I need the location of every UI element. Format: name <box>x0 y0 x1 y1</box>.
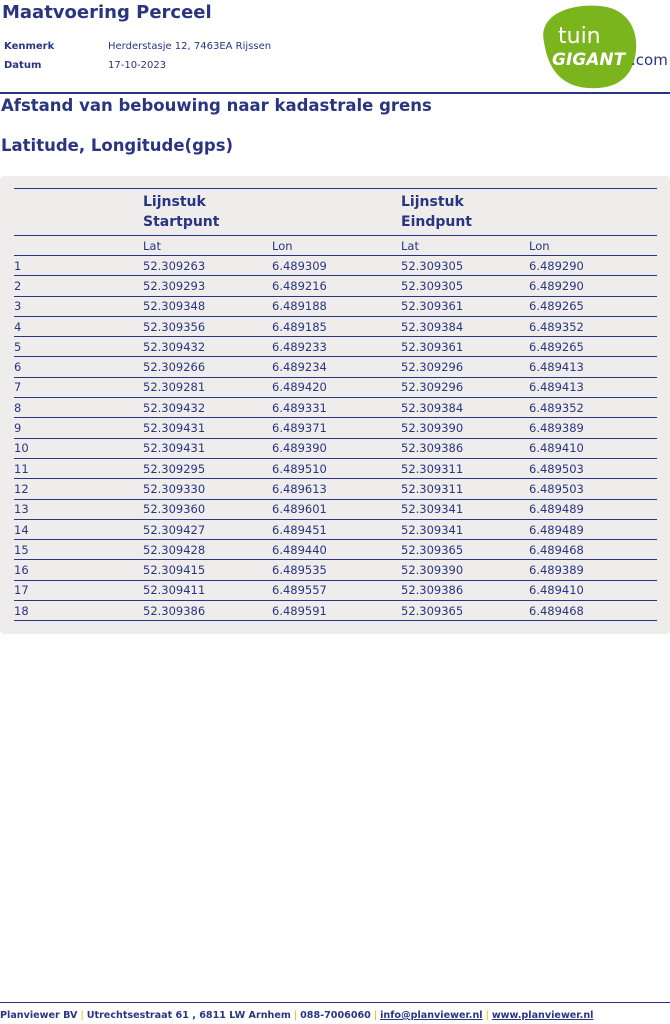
row-number: 13 <box>14 499 143 519</box>
document-title: Maatvoering Perceel <box>2 2 212 23</box>
table-row <box>14 296 657 316</box>
start-lat: 52.309266 <box>143 357 272 377</box>
end-lat: 52.309296 <box>401 357 529 377</box>
table-row <box>14 499 657 519</box>
meta-value: Herderstasje 12, 7463EA Rijssen <box>108 41 272 52</box>
footer-separator: | <box>485 1010 489 1021</box>
table-row <box>14 316 657 336</box>
header-line: Lijnstuk <box>401 194 464 210</box>
end-lon: 6.489265 <box>529 296 657 316</box>
subsection-heading: Latitude, Longitude(gps) <box>1 136 234 155</box>
end-lon: 6.489489 <box>529 499 657 519</box>
document-meta <box>4 37 271 75</box>
end-lat: 52.309361 <box>401 296 529 316</box>
table-row <box>14 256 657 276</box>
end-lon: 6.489410 <box>529 580 657 600</box>
end-lat: 52.309390 <box>401 418 529 438</box>
table-row <box>14 519 657 539</box>
end-lat: 52.309386 <box>401 438 529 458</box>
start-lat: 52.309360 <box>143 499 272 519</box>
start-lon: 6.489216 <box>272 276 401 296</box>
end-lat: 52.309305 <box>401 276 529 296</box>
end-lon: 6.489265 <box>529 337 657 357</box>
footer-address: Utrechtsestraat 61 , 6811 LW Arnhem <box>86 1010 291 1021</box>
start-lon: 6.489440 <box>272 540 401 560</box>
end-lon: 6.489413 <box>529 357 657 377</box>
start-lat: 52.309293 <box>143 276 272 296</box>
start-lat: 52.309432 <box>143 337 272 357</box>
start-lat: 52.309427 <box>143 519 272 539</box>
start-lon: 6.489535 <box>272 560 401 580</box>
start-lon: 6.489420 <box>272 377 401 397</box>
end-lon: 6.489290 <box>529 256 657 276</box>
end-lat: 52.309361 <box>401 337 529 357</box>
end-lat: 52.309384 <box>401 398 529 418</box>
column-header-lon: Lon <box>529 236 657 256</box>
start-lat: 52.309281 <box>143 377 272 397</box>
start-lat: 52.309330 <box>143 479 272 499</box>
row-number: 2 <box>14 276 143 296</box>
start-lon: 6.489390 <box>272 438 401 458</box>
page-footer <box>0 1010 593 1021</box>
start-lon: 6.489185 <box>272 316 401 336</box>
start-lat: 52.309431 <box>143 418 272 438</box>
header-empty <box>14 189 143 236</box>
start-lon: 6.489451 <box>272 519 401 539</box>
start-lon: 6.489557 <box>272 580 401 600</box>
start-lat: 52.309348 <box>143 296 272 316</box>
end-lon: 6.489352 <box>529 316 657 336</box>
end-lon: 6.489503 <box>529 479 657 499</box>
start-lon: 6.489233 <box>272 337 401 357</box>
table-group-header <box>14 189 657 236</box>
end-lat: 52.309311 <box>401 458 529 478</box>
end-lon: 6.489503 <box>529 458 657 478</box>
footer-email-link[interactable]: info@planviewer.nl <box>380 1010 483 1021</box>
header-line: Lijnstuk <box>143 194 206 210</box>
logo-word-top: tuin <box>558 24 601 49</box>
meta-value: 17-10-2023 <box>108 60 167 71</box>
row-number: 6 <box>14 357 143 377</box>
footer-divider <box>0 1002 670 1003</box>
row-number: 16 <box>14 560 143 580</box>
header-line: Startpunt <box>143 214 220 230</box>
table-row <box>14 580 657 600</box>
start-lon: 6.489591 <box>272 601 401 621</box>
start-lat: 52.309415 <box>143 560 272 580</box>
column-header-lat: Lat <box>143 236 272 256</box>
start-lon: 6.489601 <box>272 499 401 519</box>
footer-company: Planviewer BV <box>0 1010 78 1021</box>
start-lat: 52.309295 <box>143 458 272 478</box>
footer-separator: | <box>373 1010 378 1021</box>
table-column-header <box>14 236 657 256</box>
start-lon: 6.489510 <box>272 458 401 478</box>
section-heading: Afstand van bebouwing naar kadastrale grens <box>1 96 432 115</box>
end-lat: 52.309341 <box>401 519 529 539</box>
row-number: 18 <box>14 601 143 621</box>
row-number: 7 <box>14 377 143 397</box>
end-lon: 6.489410 <box>529 438 657 458</box>
start-lon: 6.489371 <box>272 418 401 438</box>
logo-word-bottom: GIGANT <box>552 50 626 70</box>
row-number: 10 <box>14 438 143 458</box>
header-divider <box>0 92 670 94</box>
meta-key: Datum <box>4 60 42 71</box>
start-lon: 6.489188 <box>272 296 401 316</box>
start-lon: 6.489331 <box>272 398 401 418</box>
start-lat: 52.309411 <box>143 580 272 600</box>
end-lat: 52.309386 <box>401 580 529 600</box>
row-number: 9 <box>14 418 143 438</box>
footer-separator: | <box>293 1010 298 1021</box>
column-header-lon: Lon <box>272 236 401 256</box>
header-startpunt <box>143 189 401 236</box>
end-lon: 6.489489 <box>529 519 657 539</box>
table-row <box>14 337 657 357</box>
meta-key: Kenmerk <box>4 41 55 52</box>
end-lat: 52.309341 <box>401 499 529 519</box>
end-lat: 52.309311 <box>401 479 529 499</box>
footer-phone: 088-7006060 <box>300 1010 371 1021</box>
table-row <box>14 377 657 397</box>
end-lon: 6.489290 <box>529 276 657 296</box>
end-lon: 6.489413 <box>529 377 657 397</box>
row-number: 17 <box>14 580 143 600</box>
table-row <box>14 540 657 560</box>
start-lat: 52.309428 <box>143 540 272 560</box>
start-lon: 6.489234 <box>272 357 401 377</box>
start-lon: 6.489613 <box>272 479 401 499</box>
row-number: 3 <box>14 296 143 316</box>
end-lon: 6.489468 <box>529 601 657 621</box>
logo-suffix: .com <box>631 51 668 69</box>
row-number: 14 <box>14 519 143 539</box>
header-eindpunt <box>401 189 657 236</box>
end-lon: 6.489352 <box>529 398 657 418</box>
start-lat: 52.309431 <box>143 438 272 458</box>
end-lat: 52.309305 <box>401 256 529 276</box>
row-number: 1 <box>14 256 143 276</box>
footer-website-link[interactable]: www.planviewer.nl <box>491 1010 594 1021</box>
table-row <box>14 438 657 458</box>
start-lon: 6.489309 <box>272 256 401 276</box>
row-number: 12 <box>14 479 143 499</box>
end-lat: 52.309365 <box>401 601 529 621</box>
row-number: 4 <box>14 316 143 336</box>
column-header-empty <box>14 236 143 256</box>
start-lat: 52.309263 <box>143 256 272 276</box>
table-row <box>14 398 657 418</box>
end-lat: 52.309390 <box>401 560 529 580</box>
table-row <box>14 601 657 621</box>
start-lat: 52.309386 <box>143 601 272 621</box>
table-row <box>14 560 657 580</box>
table-row <box>14 357 657 377</box>
end-lon: 6.489389 <box>529 560 657 580</box>
row-number: 11 <box>14 458 143 478</box>
header-line: Eindpunt <box>401 214 472 230</box>
end-lon: 6.489468 <box>529 540 657 560</box>
footer-separator: | <box>80 1010 84 1021</box>
row-number: 8 <box>14 398 143 418</box>
start-lat: 52.309432 <box>143 398 272 418</box>
table-row <box>14 479 657 499</box>
end-lat: 52.309296 <box>401 377 529 397</box>
end-lon: 6.489389 <box>529 418 657 438</box>
table-row <box>14 418 657 438</box>
tuingigant-logo <box>534 2 670 90</box>
coordinates-table <box>14 188 657 621</box>
end-lat: 52.309384 <box>401 316 529 336</box>
row-number: 15 <box>14 540 143 560</box>
end-lat: 52.309365 <box>401 540 529 560</box>
table-row <box>14 276 657 296</box>
table-row <box>14 458 657 478</box>
start-lat: 52.309356 <box>143 316 272 336</box>
column-header-lat: Lat <box>401 236 529 256</box>
meta-row-datum <box>4 56 271 75</box>
meta-row-kenmerk <box>4 37 271 56</box>
row-number: 5 <box>14 337 143 357</box>
